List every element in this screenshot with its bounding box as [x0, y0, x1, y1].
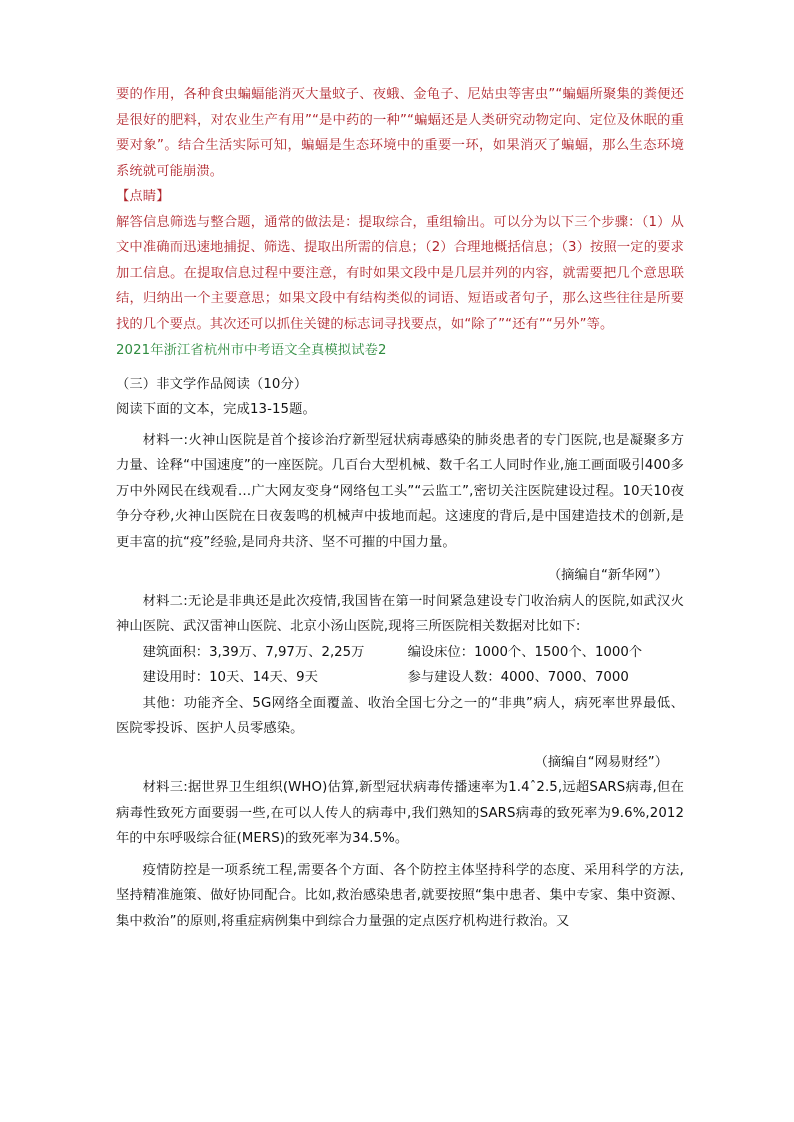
data-row-right: 编设床位：1000个、1500个、1000个 — [407, 644, 643, 660]
section-heading: （三）非文学作品阅读（10分） — [116, 376, 308, 392]
material-three: 材料三:据世界卫生组织(WHO)估算,新型冠状病毒传播速率为1.4ˆ2.5,远超SARS病毒,但在病毒性致死方面要弱一些,在可以人传人的病毒中,我们熟知的SARS病毒的致死率为9.6%,2012年的中东呼吸综合征(MERS)的致死率为34.5%。 — [116, 780, 684, 846]
answer-paragraph: 要的作用，各种食虫蝙蝠能消灭大量蚊子、夜蛾、金龟子、尼姑虫等害虫”“蝙蝠所聚集的粪便还是很好的肥料，对农业生产有用”“是中药的一种”“蝙蝠还是人类研究动物定向、定位及休眠的重要对象”。结合生活实际可知，蝙蝠是生态环境中的重要一环，如果消灭了蝙蝠，那么生态环境系统就可能崩溃。 — [116, 87, 684, 179]
material-two: 材料二:无论是非典还是此次疫情,我国皆在第一时间紧急建设专门收治病人的医院,如武汉火神山医院、武汉雷神山医院、北京小汤山医院,现将三所医院相关数据对比如下: — [116, 593, 684, 634]
material-three-continued: 疫情防控是一项系统工程,需要各个方面、各个防控主体坚持科学的态度、采用科学的方法,坚持精准施策、做好协同配合。比如,救治感染患者,就要按照“集中患者、集中专家、集中资源、集中救治”的原则,将重症病例集中到综合力量强的定点医疗机构进行救治。又 — [116, 862, 684, 929]
data-row-left: 建筑面积：3,39万、7,97万、2,25万 — [142, 644, 365, 660]
exam-title: 2021年浙江省杭州市中考语文全真模拟试卷2 — [116, 343, 387, 358]
material-two-other: 其他：功能齐全、5G网络全面覆盖、收治全国七分之一的“非典”病人，病死率世界最低、医院零投诉、医护人员零感染。 — [116, 695, 684, 736]
data-row — [116, 665, 684, 691]
data-row — [116, 640, 684, 666]
source-xinhua: （摘编自“新华网”） — [547, 568, 668, 583]
source-netease: （摘编自“网易财经”） — [534, 754, 668, 770]
section-instruction: 阅读下面的文本，完成13-15题。 — [116, 402, 316, 417]
material-one: 材料一:火神山医院是首个接诊治疗新型冠状病毒感染的肺炎患者的专门医院,也是凝聚多方力量、诠释“中国速度”的一座医院。几百台大型机械、数千名工人同时作业,施工画面吸引400多万中外网民在线观看…广大网友变身“网络包工头”“云监工”,密切关注医院建设过程。10天10夜争分夺秒,火神山医院在日夜轰鸣的机械声中拔地而起。这速度的背后,是中国建造技术的创新,是更丰富的抗“疫”经验,是同舟共济、坚不可摧的中国力量。 — [116, 432, 684, 550]
tip-label: 【点睛】 — [116, 189, 170, 204]
document-page — [116, 82, 684, 934]
data-row-right: 参与建设人数：4000、7000、7000 — [407, 670, 629, 685]
tip-paragraph: 解答信息筛选与整合题，通常的做法是：提取综合，重组输出。可以分为以下三个步骤：（1）从文中准确而迅速地捕捉、筛选、提取出所需的信息；（2）合理地概括信息；（3）按照一定的要求加工信息。在提取信息过程中要注意，有时如果文段中是几层并列的内容，就需要把几个意思联结，归纳出一个主要意思；如果文段中有结构类似的词语、短语或者句子，那么这些往往是所要找的几个要点。其次还可以抓住关键的标志词寻找要点，如“除了”“还有”“另外”等。 — [116, 214, 684, 332]
data-row-left: 建设用时：10天、14天、9天 — [142, 670, 318, 685]
